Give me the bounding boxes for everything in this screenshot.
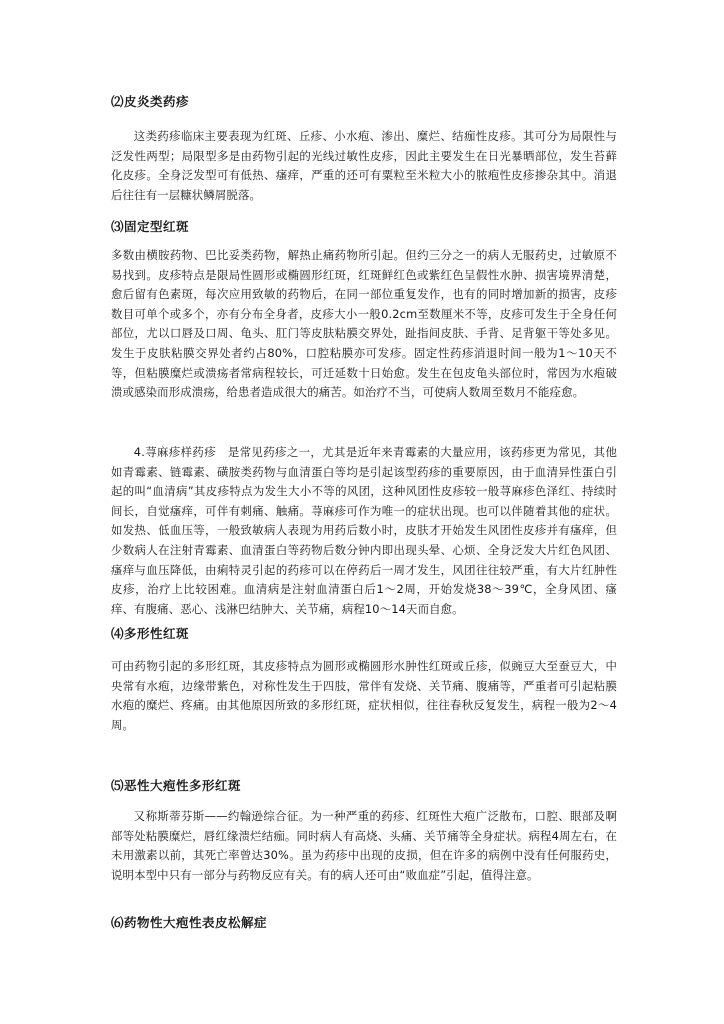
- paragraph-urticaria: 4.荨麻疹样药疹 是常见药疹之一，尤其是近年来青霉素的大量应用，该药疹更为常见，其他如青霉素、链霉素、磺胺类药物与血清蛋白等均是引起该型药疹的重要原因，由于血清异性蛋白引起的叫“血清病”其皮疹特点为发生大小不等的风团，这种风团性皮疹较一般荨麻疹色泽红、持续时间长，自觉瘙痒，可伴有刺痛、触痛。荨麻疹可作为唯一的症状出现。也可以伴随着其他的症状。如发热、低血压等，一般致敏病人表现为用药后数小时，皮肤才开始发生风团性皮疹并有瘙痒，但少数病人在注射青霉素、血清蛋白等药物后数分钟内即出现头晕、心烦、全身泛发大片红色风团、瘙痒与血压降低，由痢特灵引起的药疹可以在停药后一周才发生，风团往往较严重，有大片红肿性皮疹，治疗上比较困难。血清病是注射血清蛋白后1～2周，开始发烧38～39℃，全身风团、瘙痒、有腹痛、恶心、浅淋巴结肿大、关节痛，病程10～14天而自愈。: [111, 445, 617, 616]
- paragraph-fixed-erythema: 多数由横胺药物、巴比妥类药物，解热止痛药物所引起。但约三分之一的病人无服药史，过敏原不易找到。皮疹特点是限局性圆形或椭圆形红斑，红斑鲜红色或紫红色呈假性水肿、损害境界清楚，愈后留有色素斑，每次应用致敏的药物后，在同一部位重复发作，也有的同时增加新的损害，皮疹数目可单个或多个，亦有分布全身者，皮疹大小一般0.2cm至数厘米不等，皮疹可发生于全身任何部位，尤以口唇及口周、龟头、肛门等皮肤粘膜交界处，趾指间皮肤、手背、足背躯干等处多见。发生于皮肤粘膜交界处者约占80%，口腔粘膜亦可发疹。固定性药疹消退时间一般为1～10天不等，但粘膜糜烂或溃疡者常病程较长，可迁延数十日始愈。发生在包皮龟头部位时，常因为水疱破溃或感染而形成溃疡，给患者造成很大的痛苦。如治疗不当，可使病人数周至数月不能痊愈。: [111, 248, 617, 400]
- section-heading-fixed-erythema: ⑶固定型红斑: [111, 219, 190, 234]
- paragraph-malignant-bullous: 又称斯蒂芬斯——约翰逊综合征。为一种严重的药疹、红斑性大疱广泛散布，口腔、眼部及啊部等处粘膜糜烂，唇红缘溃烂结痂。同时病人有高烧、头痛、关节痛等全身症状。病程4周左右，在未用激素以前，其死亡率曾达30%。虽为药疹中出现的皮损，但在许多的病例中没有任何服药史，说明本型中只有一部分与药物反应有关。有的病人还可由“败血症”引起，值得注意。: [111, 809, 617, 882]
- section-heading-dermatitis: ⑵皮炎类药疹: [111, 94, 190, 109]
- paragraph-multiform-erythema: 可由药物引起的多形红斑，其皮疹特点为圆形或椭圆形水肿性红斑或丘疹，似豌豆大至蚕豆大，中央常有水疱，边缘带紫色，对称性发生于四肢，常伴有发烧、关节痛、腹痛等，严重者可引起粘膜水疱的糜烂、疼痛。由其他原因所致的多形红斑，症状相似，往往春秋反复发生，病程一般为2～4周。: [111, 659, 617, 732]
- section-heading-multiform-erythema: ⑷多形性红斑: [111, 626, 190, 641]
- paragraph-dermatitis: 这类药疹临床主要表现为红斑、丘疹、小水疱、渗出、糜烂、结痂性皮疹。其可分为局限性与泛发性两型；局限型多是由药物引起的光线过敏性皮疹，因此主要发生在日光暴晒部位，发生苔藓化皮疹。全身泛发型可有低热、瘙痒，严重的还可有粟粒至米粒大小的脓疱性皮疹掺杂其中。消退后往往有一层糠状鳞屑脱落。: [111, 129, 617, 202]
- section-heading-bullous-epidermolysis: ⑹药物性大疱性表皮松解症: [111, 915, 268, 930]
- section-heading-malignant-bullous: ⑸恶性大疱性多形红斑: [111, 778, 242, 793]
